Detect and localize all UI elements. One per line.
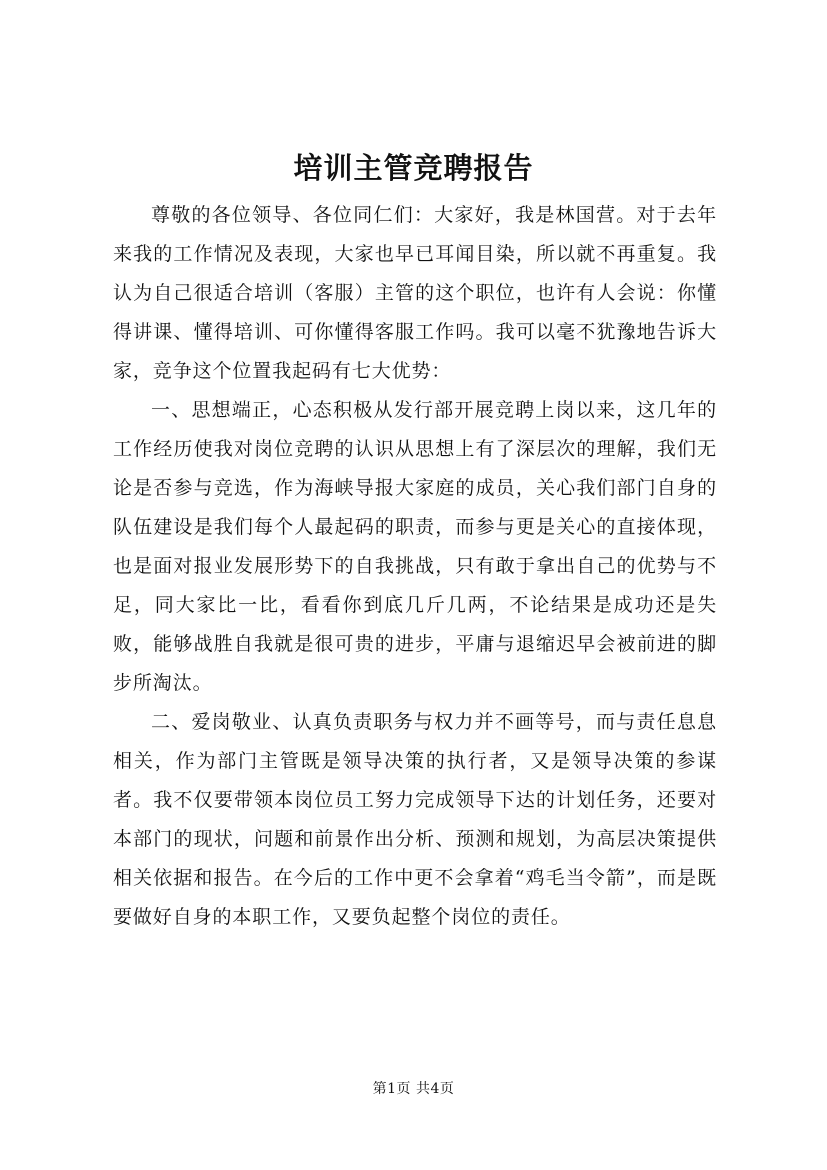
paragraph-greeting: 尊敬的各位领导、各位同仁们：大家好，我是林国营。对于去年来我的工作情况及表现，大家也早已耳闻目染，所以就不再重复。我认为自己很适合培训（客服）主管的这个职位，也许有人会说：你懂得讲课、懂得培训、可你懂得客服工作吗。我可以毫不犹豫地告诉大家，竞争这个位置我起码有七大优势： [113,204,717,382]
paragraph-point-two: 二、爱岗敬业、认真负责职务与权力并不画等号，而与责任息息相关，作为部门主管既是领导决策的执行者，又是领导决策的参谋者。我不仅要带领本岗位员工努力完成领导下达的计划任务，还要对本部门的现状，问题和前景作出分析、预测和规划，为高层决策提供相关依据和报告。在今后的工作中更不会拿着“鸡毛当令箭”，而是既要做好自身的本职工作，又要负起整个岗位的责任。 [113,711,717,928]
page-footer: 第1页 共4页 [372,1081,455,1097]
document-body [113,196,717,937]
paragraph-point-one: 一、思想端正，心态积极从发行部开展竞聘上岗以来，这几年的工作经历使我对岗位竞聘的认识从思想上有了深层次的理解，我们无论是否参与竞选，作为海峡导报大家庭的成员，关心我们部门自身的队伍建设是我们每个人最起码的职责，而参与更是关心的直接体现，也是面对报业发展形势下的自我挑战，只有敢于拿出自己的优势与不足，同大家比一比，看看你到底几斤几两，不论结果是成功还是失败，能够战胜自我就是很可贵的进步，平庸与退缩迟早会被前进的脚步所淘汰。 [113,399,717,694]
document-title: 培训主管竞聘报告 [293,151,534,185]
